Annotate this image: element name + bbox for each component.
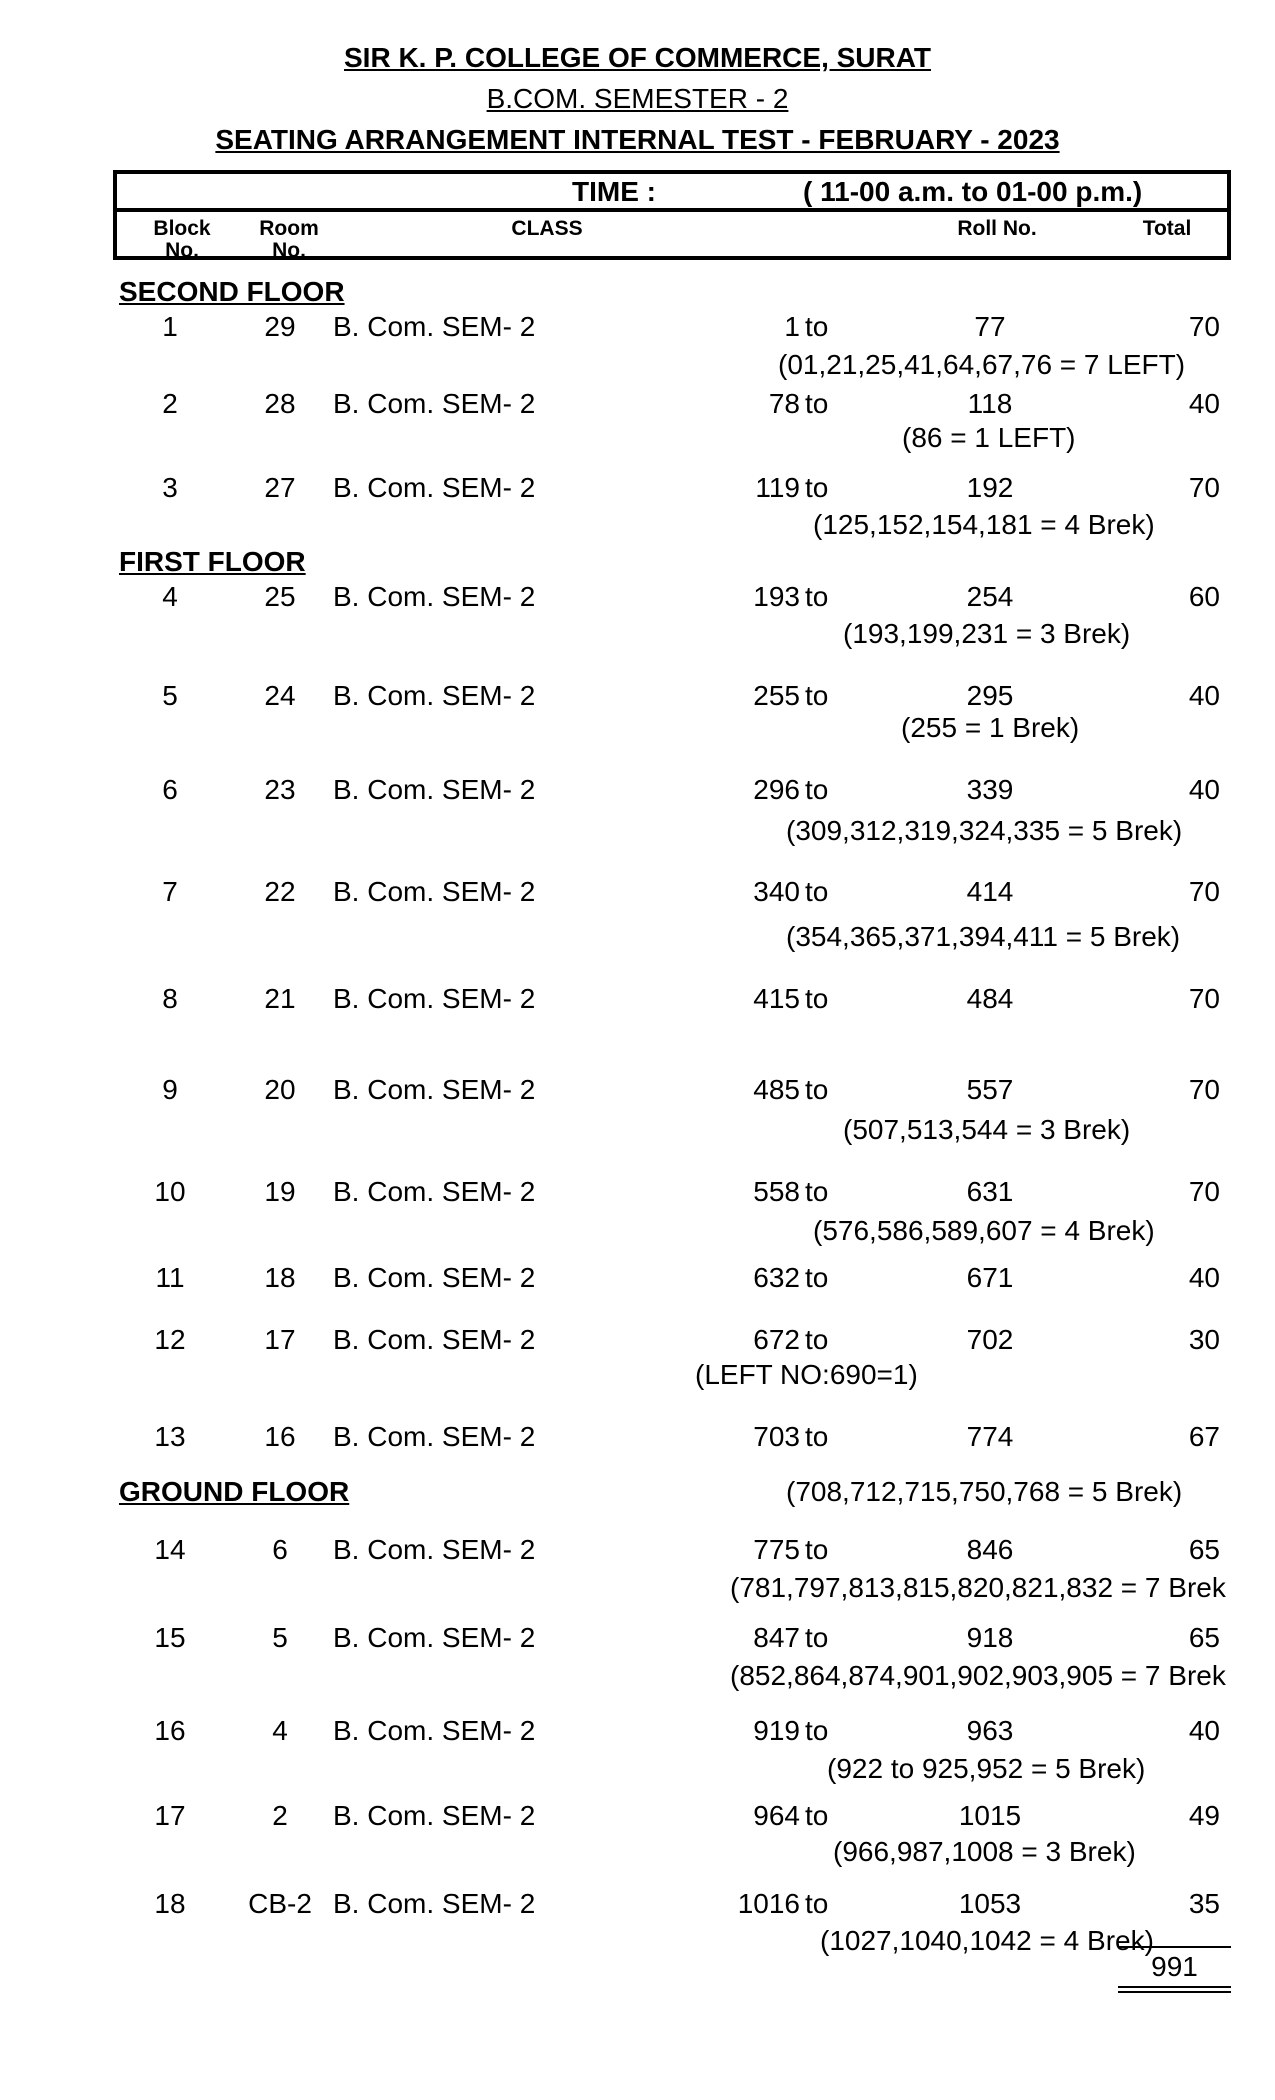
roll-to-label: to (805, 1534, 829, 1565)
class-name: B. Com. SEM- 2 (333, 876, 536, 907)
class-name: B. Com. SEM- 2 (333, 1176, 536, 1207)
roll-upto: 702 (966, 1324, 1014, 1355)
roll-to-label: to (805, 581, 829, 612)
roll-from: 964 (753, 1800, 800, 1831)
row-note: (576,586,589,607 = 4 Brek) (813, 1215, 1155, 1246)
block-number: 11 (155, 1262, 185, 1293)
room-number: CB-2 (248, 1888, 312, 1919)
roll-from: 775 (753, 1534, 800, 1565)
row-total: 40 (1188, 1262, 1220, 1293)
block-number: 12 (154, 1324, 186, 1355)
row-note: (01,21,25,41,64,67,76 = 7 LEFT) (778, 349, 1186, 380)
class-name: B. Com. SEM- 2 (333, 1800, 536, 1831)
roll-upto: 1053 (958, 1888, 1022, 1919)
row-total: 70 (1188, 472, 1220, 503)
roll-to-label: to (805, 1800, 829, 1831)
class-name: B. Com. SEM- 2 (333, 1421, 536, 1452)
room-number: 4 (272, 1715, 288, 1746)
table-row (0, 581, 1275, 621)
room-number: 28 (264, 388, 296, 419)
roll-upto: 414 (966, 876, 1014, 907)
roll-from: 558 (753, 1176, 800, 1207)
room-number: 19 (264, 1176, 296, 1207)
block-number: 17 (154, 1800, 186, 1831)
roll-to-label: to (805, 1074, 829, 1105)
table-row (0, 1622, 1275, 1662)
row-total: 70 (1188, 311, 1220, 342)
roll-from: 78 (768, 388, 800, 419)
class-name: B. Com. SEM- 2 (333, 311, 536, 342)
floor-heading-first: FIRST FLOOR (119, 546, 306, 577)
room-number: 24 (264, 680, 296, 711)
roll-to-label: to (805, 1262, 829, 1293)
row-total: 70 (1188, 1176, 1220, 1207)
room-number: 6 (272, 1534, 288, 1565)
roll-to-label: to (805, 1421, 829, 1452)
column-header-room: Room No. (259, 217, 319, 262)
row-note: (LEFT NO:690=1) (695, 1359, 918, 1390)
block-number: 1 (162, 311, 178, 342)
block-number: 13 (154, 1421, 186, 1452)
roll-to-label: to (805, 1715, 829, 1746)
college-title: SIR K. P. COLLEGE OF COMMERCE, SURAT (343, 42, 931, 73)
roll-from: 1016 (737, 1888, 800, 1919)
class-name: B. Com. SEM- 2 (333, 983, 536, 1014)
roll-from: 255 (753, 680, 800, 711)
row-total: 40 (1188, 680, 1220, 711)
table-row (0, 774, 1275, 814)
time-label: TIME : (572, 176, 656, 207)
table-row (0, 1800, 1275, 1840)
floor-heading-ground: GROUND FLOOR (119, 1476, 350, 1507)
roll-upto: 671 (966, 1262, 1014, 1293)
room-number: 5 (272, 1622, 288, 1653)
block-number: 8 (162, 983, 178, 1014)
row-total: 65 (1188, 1534, 1220, 1565)
roll-upto: 774 (966, 1421, 1014, 1452)
table-header (113, 170, 1231, 260)
block-number: 6 (162, 774, 178, 805)
total-rule-double-2 (1118, 1991, 1231, 1993)
column-header-total: Total (1142, 217, 1192, 240)
block-number: 3 (162, 472, 178, 503)
table-row (0, 1888, 1275, 1928)
roll-upto: 918 (966, 1622, 1014, 1653)
row-total: 65 (1188, 1622, 1220, 1653)
row-note: (1027,1040,1042 = 4 Brek) (820, 1925, 1154, 1956)
row-total: 70 (1188, 1074, 1220, 1105)
time-value: ( 11-00 a.m. to 01-00 p.m.) (803, 176, 1143, 207)
roll-upto: 254 (966, 581, 1014, 612)
roll-upto: 846 (966, 1534, 1014, 1565)
row-note: (708,712,715,750,768 = 5 Brek) (786, 1476, 1183, 1507)
row-note: (966,987,1008 = 3 Brek) (833, 1836, 1136, 1867)
room-number: 17 (264, 1324, 296, 1355)
class-name: B. Com. SEM- 2 (333, 1622, 536, 1653)
column-header-roll: Roll No. (957, 217, 1037, 240)
row-note: (309,312,319,324,335 = 5 Brek) (786, 815, 1183, 846)
block-number: 5 (162, 680, 178, 711)
roll-upto: 1015 (958, 1800, 1022, 1831)
block-number: 7 (162, 876, 178, 907)
class-name: B. Com. SEM- 2 (333, 1534, 536, 1565)
roll-from: 919 (753, 1715, 800, 1746)
table-row (0, 1715, 1275, 1755)
row-note: (852,864,874,901,902,903,905 = 7 Brek (730, 1660, 1226, 1691)
row-total: 60 (1188, 581, 1220, 612)
total-rule-top (1118, 1946, 1231, 1948)
table-row (0, 1176, 1275, 1216)
roll-from: 193 (753, 581, 800, 612)
block-number: 16 (154, 1715, 186, 1746)
roll-from: 415 (753, 983, 800, 1014)
row-note: (125,152,154,181 = 4 Brek) (813, 509, 1155, 540)
row-total: 67 (1188, 1421, 1220, 1452)
total-rule-double-1 (1118, 1986, 1231, 1988)
document-title: SEATING ARRANGEMENT INTERNAL TEST - FEBRUARY - 2023 (215, 124, 1060, 155)
room-number: 23 (264, 774, 296, 805)
row-note: (507,513,544 = 3 Brek) (843, 1114, 1131, 1145)
table-row (0, 1534, 1275, 1574)
floor-heading-second: SECOND FLOOR (119, 276, 345, 307)
room-number: 20 (264, 1074, 296, 1105)
table-row (0, 472, 1275, 512)
roll-upto: 77 (974, 311, 1006, 342)
roll-to-label: to (805, 1324, 829, 1355)
class-name: B. Com. SEM- 2 (333, 1324, 536, 1355)
block-number: 10 (154, 1176, 186, 1207)
roll-to-label: to (805, 388, 829, 419)
row-total: 70 (1188, 983, 1220, 1014)
table-row (0, 1421, 1275, 1461)
block-number: 14 (154, 1534, 186, 1565)
room-number: 22 (264, 876, 296, 907)
roll-from: 1 (784, 311, 800, 342)
roll-from: 847 (753, 1622, 800, 1653)
roll-upto: 192 (966, 472, 1014, 503)
row-note: (781,797,813,815,820,821,832 = 7 Brek (730, 1572, 1226, 1603)
grand-total: 991 (1151, 1951, 1198, 1982)
class-name: B. Com. SEM- 2 (333, 680, 536, 711)
row-note: (193,199,231 = 3 Brek) (843, 618, 1131, 649)
course-subtitle: B.COM. SEMESTER - 2 (486, 83, 789, 114)
class-name: B. Com. SEM- 2 (333, 1715, 536, 1746)
room-number: 25 (264, 581, 296, 612)
roll-from: 632 (753, 1262, 800, 1293)
roll-to-label: to (805, 774, 829, 805)
class-name: B. Com. SEM- 2 (333, 774, 536, 805)
room-number: 29 (264, 311, 296, 342)
roll-to-label: to (805, 1176, 829, 1207)
roll-to-label: to (805, 876, 829, 907)
roll-upto: 295 (966, 680, 1014, 711)
row-total: 35 (1188, 1888, 1220, 1919)
class-name: B. Com. SEM- 2 (333, 1888, 536, 1919)
roll-upto: 339 (966, 774, 1014, 805)
room-number: 2 (272, 1800, 288, 1831)
table-row (0, 876, 1275, 916)
roll-to-label: to (805, 1888, 829, 1919)
room-number: 21 (264, 983, 296, 1014)
roll-from: 485 (753, 1074, 800, 1105)
table-row (0, 311, 1275, 351)
roll-upto: 484 (966, 983, 1014, 1014)
block-number: 18 (154, 1888, 186, 1919)
roll-to-label: to (805, 472, 829, 503)
block-number: 9 (162, 1074, 178, 1105)
roll-from: 340 (753, 876, 800, 907)
table-row (0, 1262, 1275, 1302)
roll-upto: 557 (966, 1074, 1014, 1105)
row-note: (922 to 925,952 = 5 Brek) (827, 1753, 1146, 1784)
column-header-class: CLASS (511, 217, 583, 240)
roll-upto: 631 (966, 1176, 1014, 1207)
roll-from: 672 (753, 1324, 800, 1355)
row-note: (255 = 1 Brek) (901, 712, 1080, 743)
row-total: 40 (1188, 774, 1220, 805)
class-name: B. Com. SEM- 2 (333, 581, 536, 612)
room-number: 16 (264, 1421, 296, 1452)
table-row (0, 388, 1275, 428)
block-number: 4 (162, 581, 178, 612)
table-row (0, 983, 1275, 1023)
roll-to-label: to (805, 1622, 829, 1653)
block-number: 15 (154, 1622, 186, 1653)
room-number: 18 (264, 1262, 296, 1293)
class-name: B. Com. SEM- 2 (333, 1262, 536, 1293)
table-row (0, 1324, 1275, 1364)
block-number: 2 (162, 388, 178, 419)
row-total: 30 (1188, 1324, 1220, 1355)
roll-from: 703 (753, 1421, 800, 1452)
row-note: (354,365,371,394,411 = 5 Brek) (786, 921, 1181, 952)
roll-from: 119 (755, 472, 800, 503)
row-total: 40 (1188, 1715, 1220, 1746)
row-total: 49 (1188, 1800, 1220, 1831)
roll-to-label: to (805, 311, 829, 342)
column-header-block: Block No. (153, 217, 211, 262)
row-total: 40 (1188, 388, 1220, 419)
header-divider (117, 208, 1227, 212)
row-note: (86 = 1 LEFT) (902, 422, 1076, 453)
roll-to-label: to (805, 983, 829, 1014)
roll-upto: 963 (966, 1715, 1014, 1746)
class-name: B. Com. SEM- 2 (333, 388, 536, 419)
roll-upto: 118 (967, 388, 1013, 419)
table-row (0, 1074, 1275, 1114)
row-total: 70 (1188, 876, 1220, 907)
room-number: 27 (264, 472, 296, 503)
table-row (0, 680, 1275, 720)
class-name: B. Com. SEM- 2 (333, 1074, 536, 1105)
class-name: B. Com. SEM- 2 (333, 472, 536, 503)
roll-to-label: to (805, 680, 829, 711)
roll-from: 296 (753, 774, 800, 805)
